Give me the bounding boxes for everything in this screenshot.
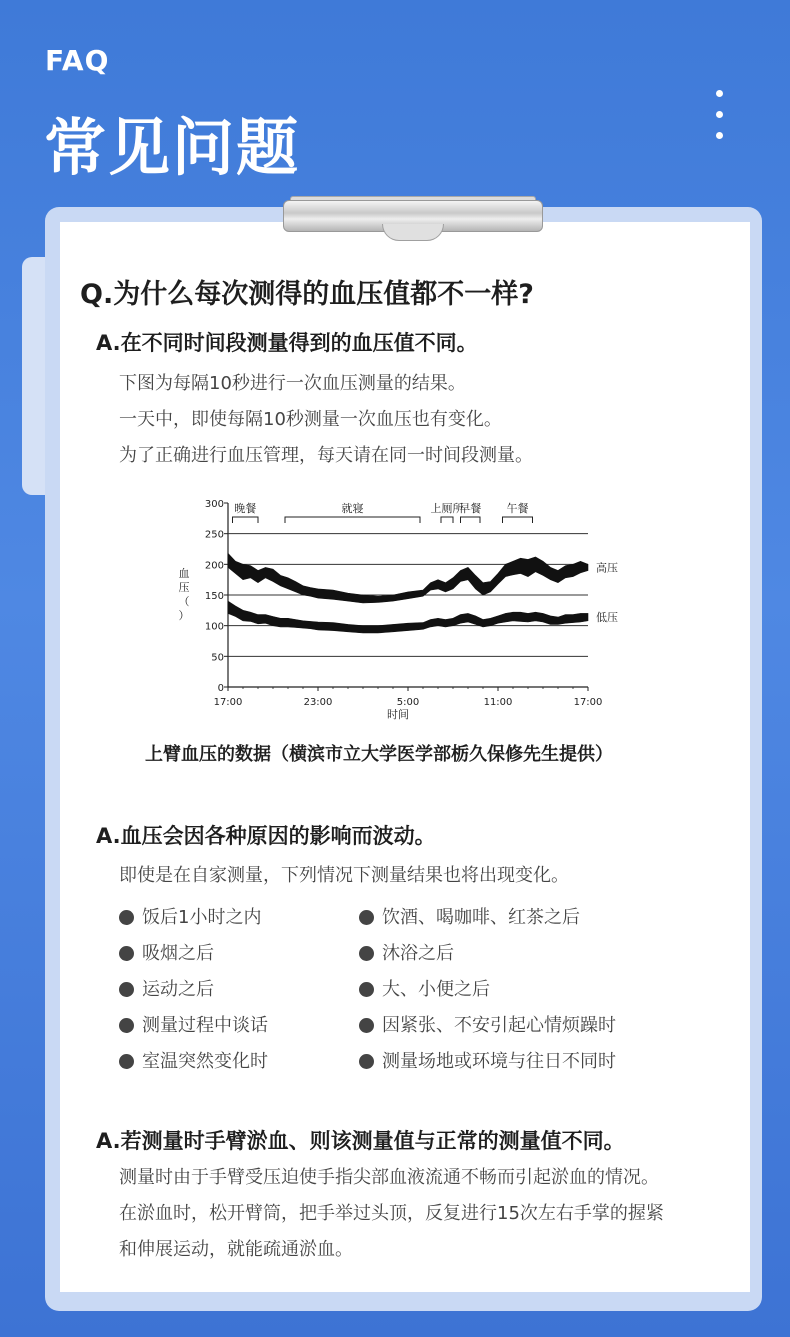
bullet-item: 室温突然变化时 xyxy=(119,1047,268,1073)
series-band-systolic xyxy=(228,553,588,603)
bullet-item: 沐浴之后 xyxy=(359,939,454,965)
faq-label: FAQ xyxy=(45,44,110,77)
y-tick-label: 50 xyxy=(211,652,224,664)
y-axis-label-char: 血 xyxy=(178,567,190,580)
x-tick-label: 5:00 xyxy=(396,697,420,708)
bullet-item: 运动之后 xyxy=(119,975,214,1001)
event-label: 就寝 xyxy=(341,502,364,515)
question-heading: Q.为什么每次测得的血压值都不一样? xyxy=(80,279,534,310)
bullet-item: 饭后1小时之内 xyxy=(119,903,261,929)
page-title: 常见问题 xyxy=(44,111,301,184)
answer-1-line-2: 一天中，即使每隔10秒测量一次血压也有变化。 xyxy=(119,409,502,430)
series-label: 高压 xyxy=(596,561,618,575)
bullet-icon xyxy=(119,946,134,961)
answer-1-line-3: 为了正确进行血压管理，每天请在同一时间段测量。 xyxy=(119,445,533,466)
event-label: 晚餐 xyxy=(234,502,257,515)
event-bracket xyxy=(441,517,453,523)
y-tick-label: 0 xyxy=(217,683,224,694)
chart-caption: 上臂血压的数据（横滨市立大学医学部栃久保修先生提供） xyxy=(145,744,613,765)
y-tick-label: 200 xyxy=(204,560,224,572)
x-tick-label: 17:00 xyxy=(573,697,603,708)
y-tick-label: 150 xyxy=(204,591,224,602)
y-axis-label-char: ） xyxy=(178,609,190,622)
y-tick-label: 300 xyxy=(204,499,224,510)
answer-heading-1: A.在不同时间段测量得到的血压值不同。 xyxy=(96,331,478,355)
bullet-icon xyxy=(119,982,134,997)
y-tick-label: 100 xyxy=(204,621,224,633)
x-tick-label: 23:00 xyxy=(303,697,333,708)
event-label: 午餐 xyxy=(506,502,529,515)
bullet-icon xyxy=(359,982,374,997)
bullet-icon xyxy=(359,1018,374,1033)
event-label: 上厕所 xyxy=(430,502,464,515)
bullet-item: 吸烟之后 xyxy=(119,939,214,965)
bullet-icon xyxy=(359,1054,374,1069)
answer-3-line-1: 测量时由于手臂受压迫使手指尖部血液流通不畅而引起淤血的情况。 xyxy=(119,1167,659,1188)
bullet-icon xyxy=(119,1018,134,1033)
y-tick-label: 250 xyxy=(204,529,224,541)
y-axis-label-char: （ xyxy=(178,595,190,608)
answer-2-line-1: 即使是在自家测量，下列情况下测量结果也将出现变化。 xyxy=(119,865,569,886)
event-label: 早餐 xyxy=(459,502,482,515)
answer-heading-3: A.若测量时手臂淤血、则该测量值与正常的测量值不同。 xyxy=(96,1129,625,1153)
answer-heading-2: A.血压会因各种原因的影响而波动。 xyxy=(96,824,436,848)
bullet-item: 测量场地或环境与往日不同时 xyxy=(359,1047,616,1073)
x-tick-label: 17:00 xyxy=(213,697,243,708)
event-bracket xyxy=(503,517,533,523)
bullet-icon xyxy=(119,910,134,925)
y-axis-label-char: 压 xyxy=(178,581,190,594)
bullet-item: 因紧张、不安引起心情烦躁时 xyxy=(359,1011,616,1037)
event-bracket xyxy=(285,517,420,523)
bullet-icon xyxy=(119,1054,134,1069)
event-bracket xyxy=(461,517,481,523)
answer-3-line-3: 和伸展运动，就能疏通淤血。 xyxy=(119,1239,353,1260)
x-tick-label: 11:00 xyxy=(483,697,513,708)
bullet-icon xyxy=(359,946,374,961)
more-icon[interactable] xyxy=(716,90,726,153)
bullet-item: 大、小便之后 xyxy=(359,975,490,1001)
series-band-diastolic xyxy=(228,601,588,633)
x-axis-label: 时间 xyxy=(387,708,409,721)
series-label: 低压 xyxy=(596,611,618,625)
event-bracket xyxy=(233,517,259,523)
bullet-item: 测量过程中谈话 xyxy=(119,1011,268,1037)
answer-3-line-2: 在淤血时，松开臂筒，把手举过头顶，反复进行15次左右手掌的握紧 xyxy=(119,1203,664,1224)
clip-icon xyxy=(283,196,541,242)
bullet-item: 饮酒、喝咖啡、红茶之后 xyxy=(359,903,580,929)
blood-pressure-chart xyxy=(170,493,618,727)
bullet-icon xyxy=(359,910,374,925)
answer-1-line-1: 下图为每隔10秒进行一次血压测量的结果。 xyxy=(119,373,466,394)
